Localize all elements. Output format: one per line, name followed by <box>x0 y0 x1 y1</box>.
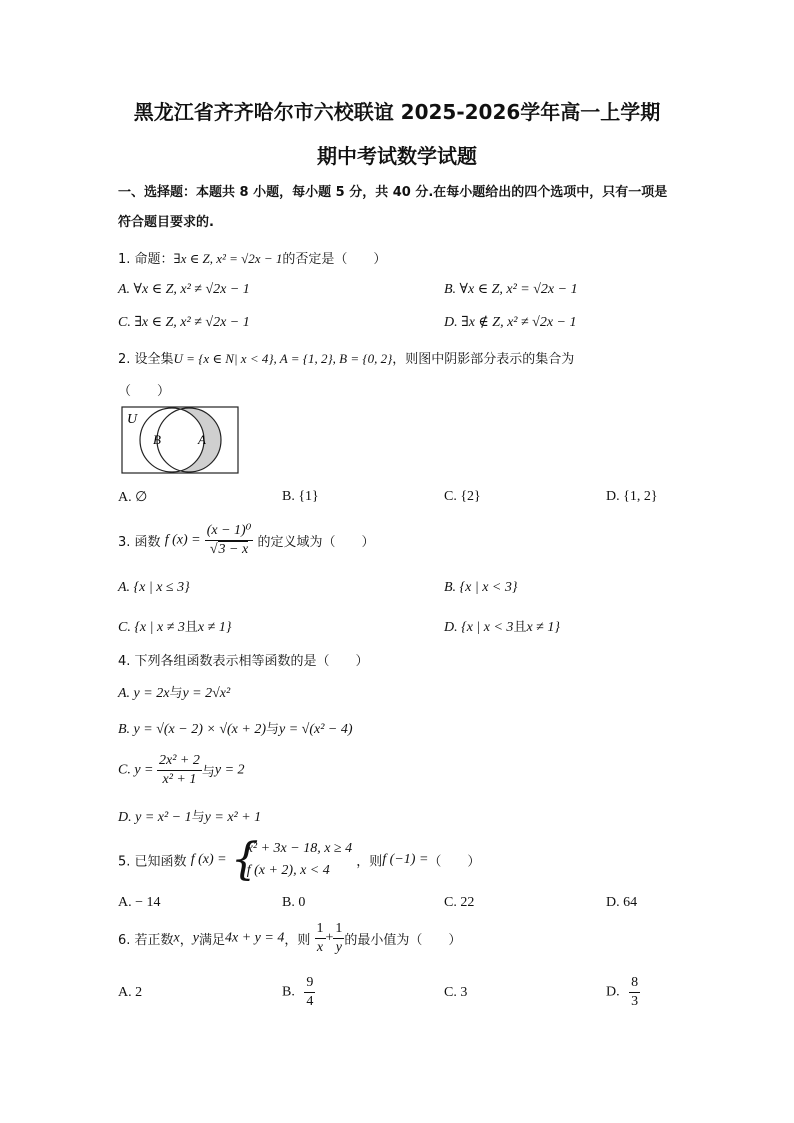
q2-suffix: ，则图中阴影部分表示的集合为 <box>392 352 575 367</box>
q5-prefix: 5. 已知函数 <box>118 854 187 870</box>
q6-frac-2-num: 1 <box>333 920 344 939</box>
q1-option-b: B. ∀x ∈ Z, x² = √2x − 1 <box>444 282 578 297</box>
q6-b-fraction <box>304 974 315 1011</box>
section-heading: 一、选择题：本题共 8 小题，每小题 5 分，共 40 分.在每小题给出的四个选项中，只有一项是符合题目要求的. <box>118 185 668 230</box>
venn-diagram <box>121 406 239 474</box>
q4-d-and: 与 <box>191 810 205 825</box>
q4-c-left: C. y = <box>118 762 154 778</box>
q4-b-left: B. y = √(x − 2) × √(x + 2) <box>118 722 266 737</box>
q6-frac-2 <box>333 920 344 957</box>
question-2-stem <box>118 348 574 367</box>
q6-d-num: 8 <box>629 974 640 993</box>
question-1-stem <box>118 248 386 267</box>
q5-mid: ，则 <box>356 854 383 870</box>
q3-d-part2: x ≠ 1} <box>526 620 560 635</box>
q6-option-a: A. 2 <box>118 985 143 1000</box>
q6-prefix: 6. 若正数 <box>118 933 174 948</box>
q6-var-x: x <box>173 930 180 946</box>
q5-function-name: f (x) = <box>190 852 227 867</box>
q6-condition: 4x + y = 4 <box>225 930 285 946</box>
q2-option-c: C. {2} <box>444 489 481 504</box>
q5-option-d: D. 64 <box>606 895 638 910</box>
q6-var-y: y <box>192 930 199 946</box>
q1-prefix: 1. 命题： <box>118 252 174 267</box>
q6-frac-1 <box>315 920 326 957</box>
q4-b-and: 与 <box>266 722 280 737</box>
q5-case-2: f (x + 2), x < 4 <box>246 863 330 878</box>
q4-c-denominator: x² + 1 <box>162 772 197 787</box>
q6-b-den: 4 <box>306 994 314 1009</box>
q3-denominator: 3 − x <box>218 542 249 557</box>
q3-c-part2: x ≠ 1} <box>197 620 232 635</box>
q2-expression: U = {x ∈ N| x < 4}, A = {1, 2}, B = {0, 2} <box>173 351 393 366</box>
q1-option-d: D. ∃x ∉ Z, x² ≠ √2x − 1 <box>444 315 577 330</box>
q3-option-c <box>118 616 231 636</box>
q4-d-right: y = x² + 1 <box>204 810 262 825</box>
venn-label-u: U <box>127 412 138 427</box>
q6-frac-1-den: x <box>316 940 324 955</box>
q1-expression: ∃x ∈ Z, x² = √2x − 1 <box>173 251 283 266</box>
q3-option-b: B. {x | x < 3} <box>444 580 518 595</box>
q6-mid1: 满足 <box>199 933 226 948</box>
q6-option-b <box>282 974 315 1011</box>
q3-c-conj: 且 <box>184 620 198 635</box>
question-3-stem <box>118 522 374 559</box>
q2-answer-paren: （ ） <box>118 384 171 399</box>
q4-c-and: 与 <box>201 765 215 780</box>
q5-option-c: C. 22 <box>444 895 475 910</box>
q3-function-name: f (x) = <box>164 532 201 548</box>
q4-c-numerator: 2x² + 2 <box>157 752 202 771</box>
q3-d-conj: 且 <box>513 620 527 635</box>
q4-a-right: y = 2√x² <box>182 686 231 701</box>
q1-suffix: 的否定是（ ） <box>282 252 387 267</box>
q3-denominator-wrap: √3 − x <box>209 542 249 557</box>
question-6-stem <box>118 920 461 957</box>
q6-plus: + <box>325 930 334 946</box>
q3-option-a: A. {x | x ≤ 3} <box>118 580 190 595</box>
q6-suffix: 的最小值为（ ） <box>344 933 462 948</box>
q3-numerator: (x − 1)⁰ <box>205 522 254 541</box>
q4-option-b <box>118 718 353 738</box>
q5-option-a: A. − 14 <box>118 895 161 910</box>
q4-b-right: y = √(x² − 4) <box>279 722 353 737</box>
q4-c-right: y = 2 <box>214 762 245 778</box>
q6-comma: ， <box>179 933 193 948</box>
q4-option-a <box>118 682 230 702</box>
q2-option-b: B. {1} <box>282 489 319 504</box>
q4-d-left: D. y = x² − 1 <box>118 810 192 825</box>
q3-d-part1: D. {x | x < 3 <box>444 620 514 635</box>
q2-option-a: A. ∅ <box>118 490 148 505</box>
q6-d-label: D. <box>606 984 620 1000</box>
q4-c-fraction <box>157 752 202 789</box>
q3-suffix: 的定义域为（ ） <box>257 535 375 550</box>
q5-f-value: f (−1) = <box>382 852 429 867</box>
q4-a-and: 与 <box>169 686 183 701</box>
question-5-stem <box>118 834 481 885</box>
q3-option-d <box>444 616 560 636</box>
q4-option-d <box>118 806 261 826</box>
q4-a-left: A. y = 2x <box>118 686 170 701</box>
q5-case-1: x² + 3x − 18, x ≥ 4 <box>246 841 353 856</box>
venn-label-b: B <box>153 432 161 447</box>
q3-prefix: 3. 函数 <box>118 535 161 550</box>
q6-b-label: B. <box>282 984 295 1000</box>
q6-frac-1-num: 1 <box>315 920 326 939</box>
q6-mid2: ，则 <box>284 933 311 948</box>
q2-prefix: 2. 设全集 <box>118 352 174 367</box>
q6-d-fraction <box>629 974 640 1011</box>
q5-piecewise <box>230 834 353 885</box>
exam-title-line1: 黑龙江省齐齐哈尔市六校联谊 2025-2026学年高一上学期 <box>133 100 661 124</box>
q3-c-part1: C. {x | x ≠ 3 <box>118 620 185 635</box>
q3-fraction <box>205 522 254 559</box>
exam-title-line2: 期中考试数学试题 <box>317 144 477 168</box>
venn-label-a: A <box>198 432 206 447</box>
q6-d-den: 3 <box>631 994 639 1009</box>
q6-option-d <box>606 974 640 1011</box>
q5-suffix: （ ） <box>428 854 481 870</box>
q6-option-c: C. 3 <box>444 985 468 1000</box>
q1-option-c: C. ∃x ∈ Z, x² ≠ √2x − 1 <box>118 315 250 330</box>
question-4-stem: 4. 下列各组函数表示相等函数的是（ ） <box>118 654 369 669</box>
q6-b-num: 9 <box>304 974 315 993</box>
q6-frac-2-den: y <box>335 940 343 955</box>
q5-brace-glyph: { <box>230 834 259 885</box>
q5-option-b: B. 0 <box>282 895 306 910</box>
q2-option-d: D. {1, 2} <box>606 489 658 504</box>
q1-option-a: A. ∀x ∈ Z, x² ≠ √2x − 1 <box>118 282 250 297</box>
q4-option-c <box>118 752 245 789</box>
